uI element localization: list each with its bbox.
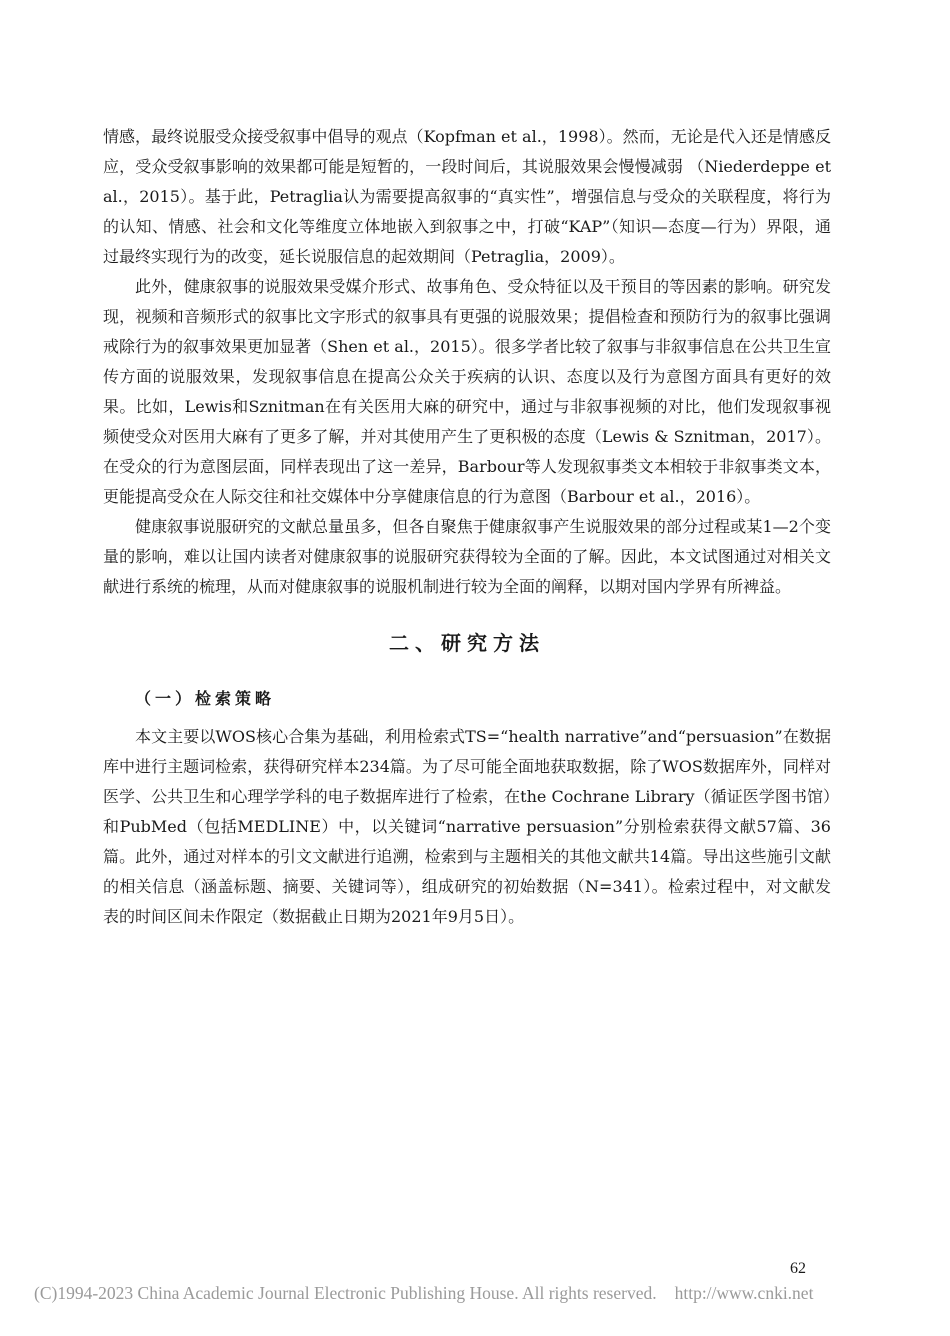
- subsection-heading: （一）检索策略: [135, 689, 276, 708]
- body-paragraph: 情感，最终说服受众接受叙事中倡导的观点（Kopfman et al.，1998）。然而，无论是代入还是情感反应，受众受叙事影响的效果都可能是短暂的，一段时间后，其说服效果会慢慢减弱 （Niederdeppe et al.，2015）。基于此，Petraglia认为需要提高叙事的“真实性”，增强信息与受众的关联程度，将行为的认知、情感、社会和文化等维度立体地嵌入到叙事之中，打破“KAP”（知识—态度—行为）界限，通过最终实现行为的改变，延长说服信息的起效期间（Petraglia，2009）。: [103, 127, 831, 266]
- section-heading: 二、研究方法: [389, 631, 545, 655]
- method-paragraph: 本文主要以WOS核心合集为基础，利用检索式TS=“health narrative”and“persuasion”在数据库中进行主题词检索，获得研究样本234篇。为了尽可能全面地获取数据，除了WOS数据库外，同样对医学、公共卫生和心理学学科的电子数据库进行了检索，在the Cochrane Library（循证医学图书馆）和PubMed（包括MEDLINE）中，以关键词“narrative persuasion”分别检索获得文献57篇、36篇。此外，通过对样本的引文文献进行追溯，检索到与主题相关的其他文献共14篇。导出这些施引文献的相关信息（涵盖标题、摘要、关键词等），组成研究的初始数据（N=341）。检索过程中，对文献发表的时间区间未作限定（数据截止日期为2021年9月5日）。: [103, 727, 831, 926]
- body-paragraph: 此外，健康叙事的说服效果受媒介形式、故事角色、受众特征以及干预目的等因素的影响。研究发现，视频和音频形式的叙事比文字形式的叙事具有更强的说服效果；提倡检查和预防行为的叙事比强调戒除行为的叙事效果更加显著（Shen et al.，2015）。很多学者比较了叙事与非叙事信息在公共卫生宣传方面的说服效果，发现叙事信息在提高公众关于疾病的认识、态度以及行为意图方面具有更好的效果。比如，Lewis和Sznitman在有关医用大麻的研究中，通过与非叙事视频的对比，他们发现叙事视频使受众对医用大麻有了更多了解，并对其使用产生了更积极的态度（Lewis & Sznitman，2017）。在受众的行为意图层面，同样表现出了这一差异，Barbour等人发现叙事类文本相较于非叙事类文本，更能提高受众在人际交往和社交媒体中分享健康信息的行为意图（Barbour et al.，2016）。: [103, 277, 831, 506]
- cnki-url[interactable]: http://www.cnki.net: [674, 1283, 814, 1303]
- copyright-text: (C)1994-2023 China Academic Journal Electronic Publishing House. All rights reserved.: [34, 1283, 657, 1303]
- copyright-footer: [34, 1283, 914, 1304]
- page-number: 62: [790, 1260, 806, 1277]
- body-paragraph: 健康叙事说服研究的文献总量虽多，但各自聚焦于健康叙事产生说服效果的部分过程或某1—2个变量的影响，难以让国内读者对健康叙事的说服研究获得较为全面的了解。因此，本文试图通过对相关文献进行系统的梳理，从而对健康叙事的说服机制进行较为全面的阐释，以期对国内学界有所裨益。: [103, 517, 831, 596]
- article-body: [103, 122, 831, 932]
